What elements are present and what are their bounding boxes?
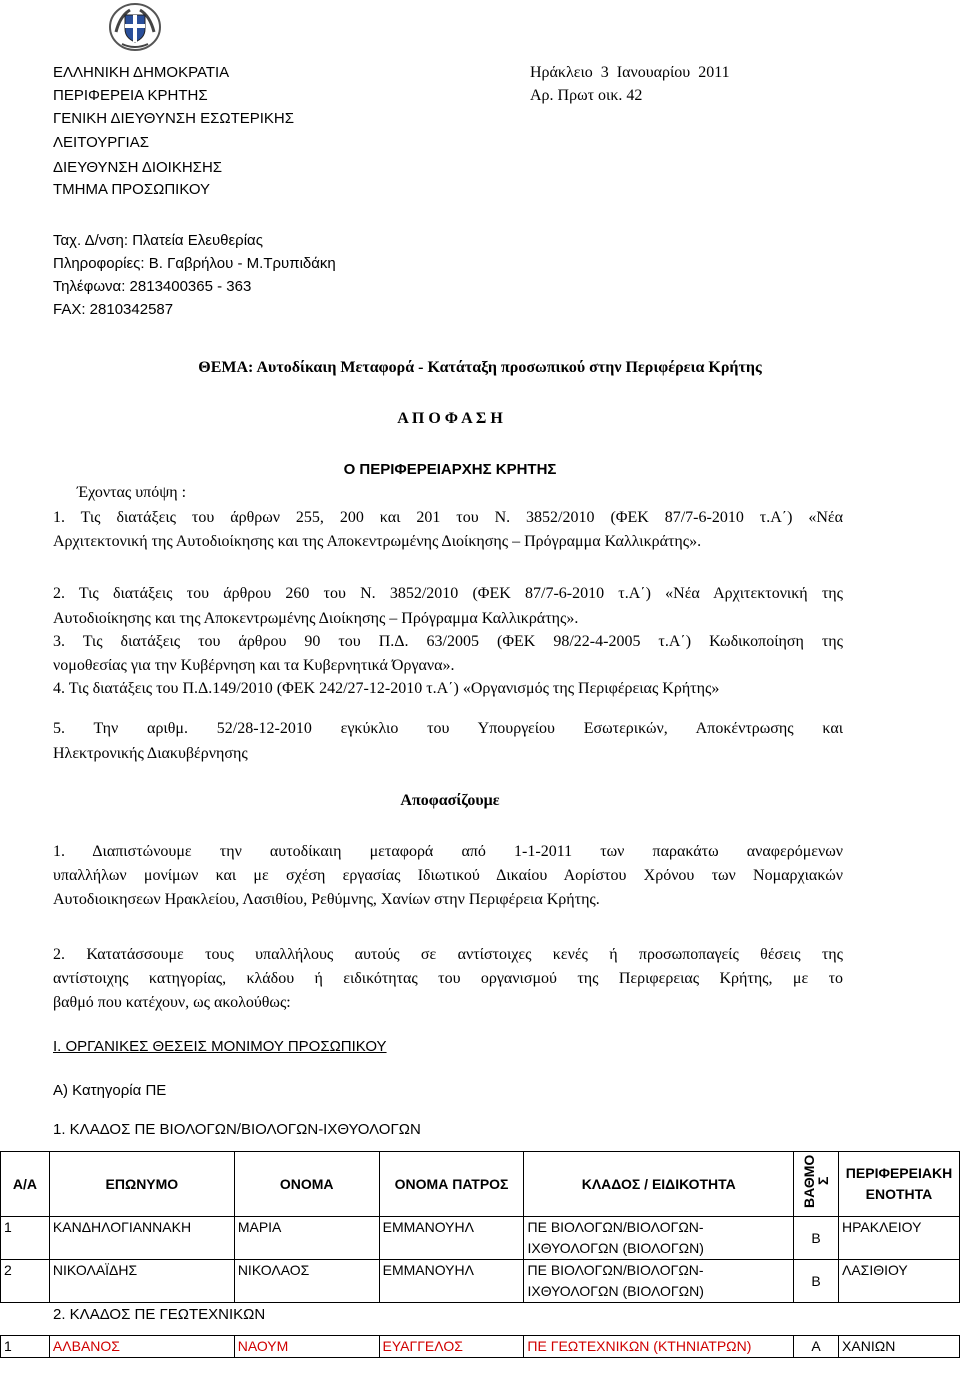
row-surname: ΑΛΒΑΝΟΣ — [49, 1336, 234, 1358]
protocol-number: Αρ. Πρωτ οικ. 42 — [530, 87, 643, 104]
row-branch: ΠΕ ΒΙΟΛΟΓΩΝ/ΒΙΟΛΟΓΩΝ- ΙΧΘΥΟΛΟΓΩΝ (ΒΙΟΛΟΓΩΝ) — [524, 1217, 794, 1260]
row-regional-unit: ΗΡΑΚΛΕΙΟΥ — [838, 1217, 959, 1260]
header-branch: ΚΛΑΔΟΣ / ΕΙΔΙΚΟΤΗΤΑ — [524, 1152, 794, 1217]
decision-2-line2: αντίστοιχης κατηγορίας, κλάδου ή ειδικότητας του οργανισμού της Περιφερειας Κρήτης, με το — [53, 970, 843, 987]
staff-table-2 — [0, 1335, 960, 1358]
consideration-2-line1: 2. Τις διατάξεις του άρθρου 260 του Ν. 3852/2010 (ΦΕΚ 87/7-6-2010 τ.Α΄) «Νέα Αρχιτεκτονική της — [53, 585, 843, 602]
header-line-general-directorate: ΓΕΝΙΚΗ ΔΙΕΥΘΥΝΣΗ ΕΣΩΤΕΡΙΚΗΣ — [53, 110, 295, 127]
document-date: Ηράκλειο 3 Ιανουαρίου 2011 — [530, 64, 730, 81]
header-line-directorate: ΔΙΕΥΘΥΝΣΗ ΔΙΟΙΚΗΣΗΣ — [53, 159, 223, 176]
row-name: ΝΑΟΥΜ — [234, 1336, 379, 1358]
row-surname: ΚΑΝΔΗΛΟΓΙΑΝΝΑΚΗ — [49, 1217, 234, 1260]
staff-table — [0, 1151, 960, 1303]
row-grade: Β — [794, 1260, 839, 1303]
decision-1-line3: Αυτοδιοικησεων Ηρακλείου, Λασιθίου, Ρεθύμνης, Χανίων στην Περιφέρεια Κρήτης. — [53, 891, 600, 908]
subject-line: ΘΕΜΑ: Αυτοδίκαιη Μεταφορά - Κατάταξη προσωπικού στην Περιφέρεια Κρήτης — [198, 359, 762, 376]
row-aa: 1 — [1, 1217, 50, 1260]
row-father-name: ΕΥΑΓΓΕΛΟΣ — [379, 1336, 524, 1358]
decision-2-line1: 2. Κατατάσσουμε τους υπαλλήλους αυτούς σε αντίστοιχες κενές ή προσωποπαγείς θέσεις της — [53, 946, 843, 963]
table-row — [1, 1260, 960, 1303]
contact-address: Ταχ. Δ/νση: Πλατεία Ελευθερίας — [53, 232, 263, 249]
decision-title: Α Π Ο Φ Α Σ Η — [397, 410, 503, 427]
header-line-country: ΕΛΛΗΝΙΚΗ ΔΗΜΟΚΡΑΤΙΑ — [53, 64, 230, 81]
header-line-department: ΤΜΗΜΑ ΠΡΟΣΩΠΙΚΟΥ — [53, 181, 211, 198]
header-surname: ΕΠΩΝΥΜΟ — [49, 1152, 234, 1217]
row-name: ΜΑΡΙΑ — [234, 1217, 379, 1260]
category-label: Α) Κατηγορία ΠΕ — [53, 1082, 167, 1099]
contact-info: Πληροφορίες: Β. Γαβρήλου - Μ.Τρυπιδάκη — [53, 255, 336, 272]
row-father-name: ΕΜΜΑΝΟΥΗΛ — [379, 1260, 524, 1303]
row-aa: 1 — [1, 1336, 50, 1358]
row-grade: Α — [794, 1336, 839, 1358]
consideration-1-line2: Αρχιτεκτονική της Αυτοδιοίκησης και της Αποκεντρωμένης Διοίκησης – Πρόγραμμα Καλλικράτης». — [53, 533, 702, 550]
contact-phones: Τηλέφωνα: 2813400365 - 363 — [53, 278, 252, 295]
section-title: Ι. ΟΡΓΑΝΙΚΕΣ ΘΕΣΕΙΣ ΜΟΝΙΜΟΥ ΠΡΟΣΩΠΙΚΟΥ — [53, 1038, 387, 1055]
row-branch: ΠΕ ΓΕΩΤΕΧΝΙΚΩΝ (ΚΤΗΝΙΑΤΡΩΝ) — [524, 1336, 794, 1358]
branch-2-title: 2. ΚΛΑΔΟΣ ΠΕ ΓΕΩΤΕΧΝΙΚΩΝ — [53, 1306, 266, 1323]
consideration-4-line1: 4. Τις διατάξεις του Π.Δ.149/2010 (ΦΕΚ 242/27-12-2010 τ.Α΄) «Οργανισμός της Περιφέρειας Κρήτης» — [53, 680, 720, 697]
authority-title: Ο ΠΕΡΙΦΕΡΕΙΑΡΧΗΣ ΚΡΗΤΗΣ — [343, 461, 557, 478]
table-header-row — [1, 1152, 960, 1217]
header-line-operations: ΛΕΙΤΟΥΡΓΙΑΣ — [53, 134, 149, 151]
decision-1-line1: 1. Διαπιστώνουμε την αυτοδίκαιη μεταφορά από 1-1-2011 των παρακάτω αναφερόμενων — [53, 843, 843, 860]
row-branch: ΠΕ ΒΙΟΛΟΓΩΝ/ΒΙΟΛΟΓΩΝ- ΙΧΘΥΟΛΟΓΩΝ (ΒΙΟΛΟΓΩΝ) — [524, 1260, 794, 1303]
table-row — [1, 1217, 960, 1260]
row-father-name: ΕΜΜΑΝΟΥΗΛ — [379, 1217, 524, 1260]
header-grade: ΒΑΘΜΟ Σ — [794, 1152, 839, 1217]
greek-national-emblem-icon — [108, 2, 162, 52]
row-name: ΝΙΚΟΛΑΟΣ — [234, 1260, 379, 1303]
consideration-5-line1: 5. Την αριθμ. 52/28-12-2010 εγκύκλιο του Υπουργείου Εσωτερικών, Αποκέντρωσης και — [53, 720, 843, 737]
header-regional-unit: ΠΕΡΙΦΕΡΕΙΑΚΗ ΕΝΟΤΗΤΑ — [838, 1152, 959, 1217]
consideration-3-line2: νομοθεσίας για την Κυβέρνηση και τα Κυβερνητικά Όργανα». — [53, 657, 455, 674]
header-name: ΟΝΟΜΑ — [234, 1152, 379, 1217]
row-surname: ΝΙΚΟΛΑΪΔΗΣ — [49, 1260, 234, 1303]
header-line-region: ΠΕΡΙΦΕΡΕΙΑ ΚΡΗΤΗΣ — [53, 87, 208, 104]
table-row — [1, 1336, 960, 1358]
contact-fax: FAX: 2810342587 — [53, 301, 174, 318]
decision-2-line3: βαθμό που κατέχουν, ως ακολούθως: — [53, 994, 291, 1011]
header-father-name: ΟΝΟΜΑ ΠΑΤΡΟΣ — [379, 1152, 524, 1217]
branch-1-title: 1. ΚΛΑΔΟΣ ΠΕ ΒΙΟΛΟΓΩΝ/ΒΙΟΛΟΓΩΝ-ΙΧΘΥΟΛΟΓΩΝ — [53, 1121, 421, 1138]
row-regional-unit: ΛΑΣΙΘΙΟΥ — [838, 1260, 959, 1303]
consideration-5-line2: Ηλεκτρονικής Διακυβέρνησης — [53, 745, 248, 762]
row-grade: Β — [794, 1217, 839, 1260]
considering-label: Έχοντας υπόψη : — [77, 484, 187, 501]
consideration-2-line2: Αυτοδιοίκησης και της Αποκεντρωμένης Διοίκησης – Πρόγραμμα Καλλικράτης». — [53, 610, 579, 627]
consideration-1-line1: 1. Τις διατάξεις του άρθρων 255, 200 και 201 του Ν. 3852/2010 (ΦΕΚ 87/7-6-2010 τ.Α΄) «Νέα — [53, 509, 843, 526]
we-decide-heading: Αποφασίζουμε — [400, 792, 500, 809]
header-aa: Α/Α — [1, 1152, 50, 1217]
row-aa: 2 — [1, 1260, 50, 1303]
decision-1-line2: υπαλλήλων μονίμων και με σχέση εργασίας Ιδιωτικού Δικαίου Αορίστου Χρόνου των Νομαρχιακών — [53, 867, 843, 884]
row-regional-unit: ΧΑΝΙΩΝ — [839, 1336, 960, 1358]
consideration-3-line1: 3. Τις διατάξεις του άρθρου 90 του Π.Δ. 63/2005 (ΦΕΚ 98/22-4-2005 τ.Α΄) Κωδικοποίηση της — [53, 633, 843, 650]
